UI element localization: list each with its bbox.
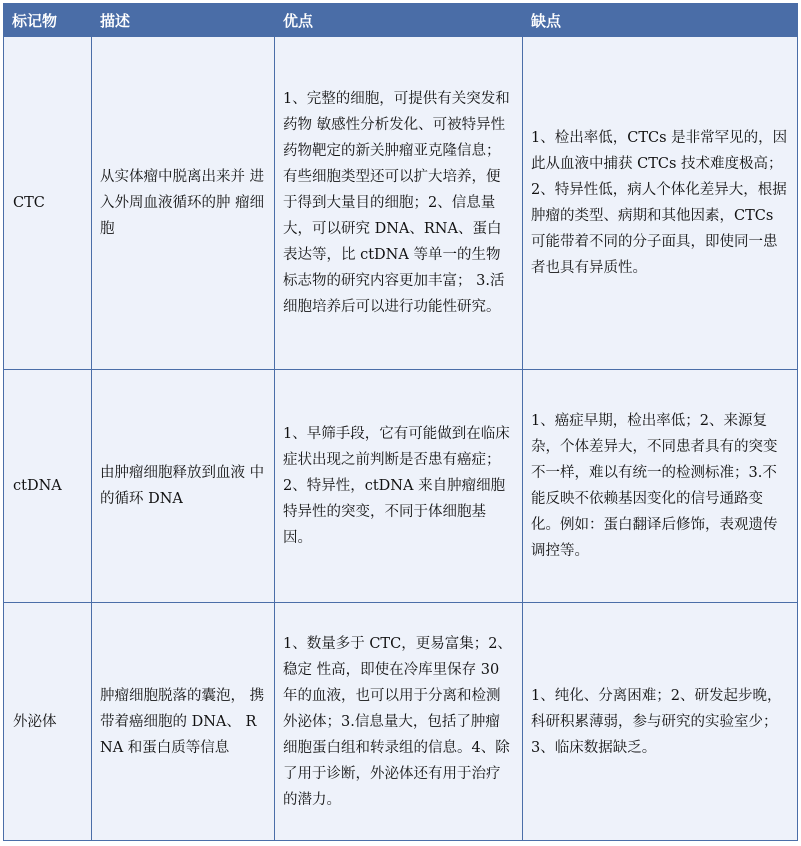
marker-cell: 外泌体 <box>4 603 92 841</box>
header-marker: 标记物 <box>4 4 92 37</box>
description-cell: 从实体瘤中脱离出来并 进入外周血液循环的肿 瘤细胞 <box>92 37 275 370</box>
pros-cell: 1、数量多于 CTC，更易富集；2、稳定 性高，即使在冷库里保存 30 年的血液，也可以用于分离和检测外泌体；3.信息量大，包括了肿瘤细胞蛋白组和转录组的信息。4、除了用于诊断，外泌体还有用于治疗的潜力。 <box>275 603 523 841</box>
header-row <box>4 4 798 37</box>
header-description: 描述 <box>92 4 275 37</box>
pros-cell: 1、早筛手段，它有可能做到在临床症状出现之前判断是否患有癌症；2、特异性，ctDNA 来自肿瘤细胞特异性的突变，不同于体细胞基因。 <box>275 370 523 603</box>
marker-cell: ctDNA <box>4 370 92 603</box>
description-cell: 由肿瘤细胞释放到血液 中的循环 DNA <box>92 370 275 603</box>
cons-cell: 1、检出率低，CTCs 是非常罕见的，因此从血液中捕获 CTCs 技术难度极高；2、特异性低，病人个体化差异大，根据肿瘤的类型、病期和其他因素，CTCs 可能带着不同的分子面具，即使同一患者也具有异质性。 <box>523 37 798 370</box>
cons-cell: 1、癌症早期，检出率低；2、来源复杂，个体差异大，不同患者具有的突变不一样，难以有统一的检测标准；3.不能反映不依赖基因变化的信号通路变化。例如：蛋白翻译后修饰，表观遗传调控等。 <box>523 370 798 603</box>
table-row <box>4 37 798 370</box>
pros-cell: 1、完整的细胞，可提供有关突发和药物 敏感性分析发化、可被特异性药物靶定的新关肿瘤亚克隆信息；有些细胞类型还可以扩大培养，便于得到大量目的细胞；2、信息量大，可以研究 DNA、RNA、蛋白表达等，比 ctDNA 等单一的生物标志物的研究内容更加丰富； 3.活细胞培养后可以进行功能性研究。 <box>275 37 523 370</box>
table-row <box>4 370 798 603</box>
marker-cell: CTC <box>4 37 92 370</box>
header-cons: 缺点 <box>523 4 798 37</box>
table-row <box>4 603 798 841</box>
cons-cell: 1、纯化、分离困难；2、研发起步晚，科研积累薄弱，参与研究的实验室少；3、临床数据缺乏。 <box>523 603 798 841</box>
biomarker-comparison-table <box>3 3 798 841</box>
description-cell: 肿瘤细胞脱落的囊泡， 携带着癌细胞的 DNA、 RNA 和蛋白质等信息 <box>92 603 275 841</box>
header-pros: 优点 <box>275 4 523 37</box>
